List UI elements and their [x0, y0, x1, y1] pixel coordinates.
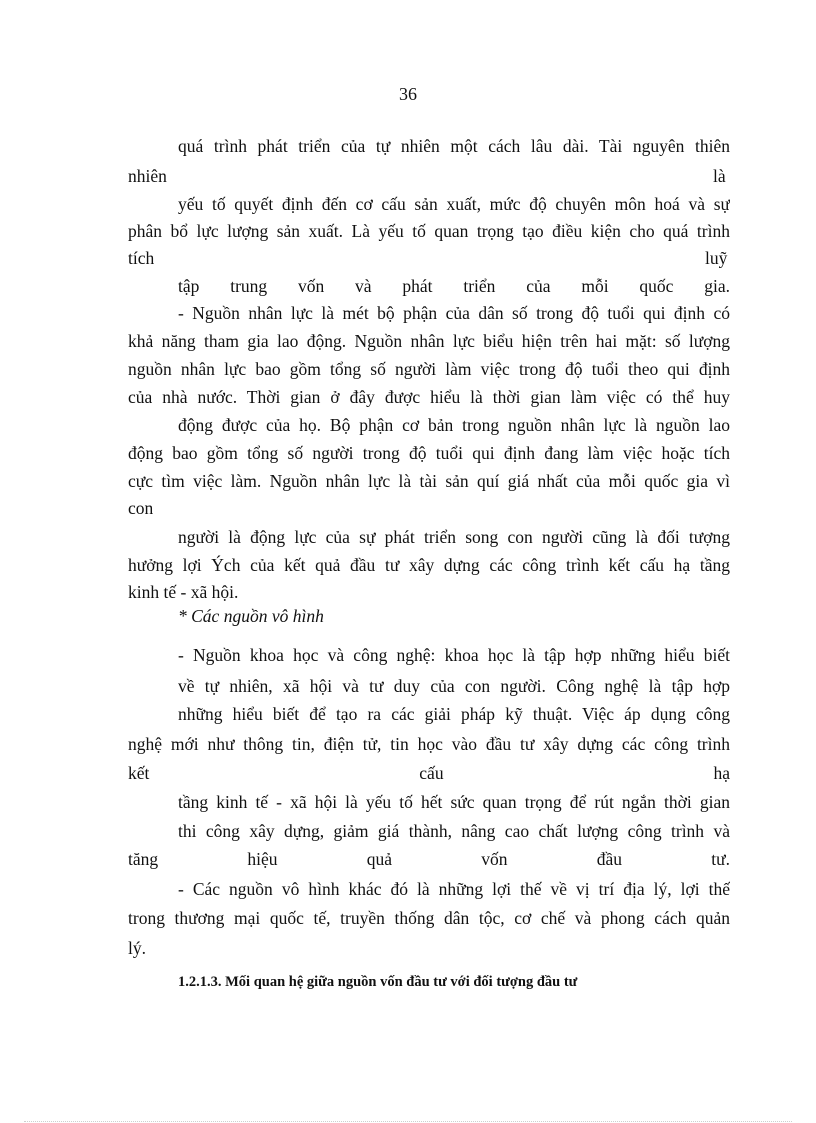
text-line: yếu tố quyết định đến cơ cấu sản xuất, mức độ chuyên môn hoá và sự: [178, 194, 730, 214]
text-line: của nhà nước. Thời gian ở đây được hiểu là thời gian làm việc có thể huy: [128, 387, 730, 407]
text-line: - Nguồn nhân lực là mét bộ phận của dân số trong độ tuổi qui định có: [178, 303, 730, 323]
subheading-intangible-sources: * Các nguồn vô hình: [178, 606, 324, 626]
text-line: về tự nhiên, xã hội và tư duy của con người. Công nghệ là tập hợp: [178, 676, 730, 696]
text-line: nguồn nhân lực bao gồm tổng số người làm việc trong độ tuổi theo qui định: [128, 359, 730, 379]
text-line: trong thương mại quốc tế, truyền thống dân tộc, cơ chế và phong cách quản: [128, 908, 730, 928]
text-line: động được của họ. Bộ phận cơ bản trong nguồn nhân lực là nguồn lao: [178, 415, 730, 435]
text-line: kết cấu hạ: [128, 763, 730, 783]
page-number: 36: [399, 84, 417, 104]
text-line: kinh tế - xã hội.: [128, 582, 239, 602]
text-line: phân bổ lực lượng sản xuất. Là yếu tố quan trọng tạo điều kiện cho quá trình: [128, 221, 730, 241]
text-line: nhiên: [128, 166, 167, 186]
text-line: - Nguồn khoa học và công nghệ: khoa học là tập hợp những hiểu biết: [178, 645, 730, 665]
text-line: người là động lực của sự phát triển song con người cũng là đối tượng: [178, 527, 730, 547]
text-line: những hiểu biết để tạo ra các giải pháp kỹ thuật. Việc áp dụng công: [178, 704, 730, 724]
text-line: tầng kinh tế - xã hội là yếu tố hết sức quan trọng để rút ngắn thời gian: [178, 792, 730, 812]
text-line: động bao gồm tổng số người trong độ tuổi qui định đang làm việc hoặc tích: [128, 443, 730, 463]
text-line: cực tìm việc làm. Nguồn nhân lực là tài sản quí giá nhất của mỗi quốc gia vì: [128, 471, 730, 491]
section-heading: 1.2.1.3. Mối quan hệ giữa nguồn vốn đầu tư với đối tượng đầu tư: [178, 974, 578, 990]
text-line: quá trình phát triển của tự nhiên một cách lâu dài. Tài nguyên thiên: [178, 136, 730, 156]
text-line: tích: [128, 248, 155, 268]
text-line: - Các nguồn vô hình khác đó là những lợi thế về vị trí địa lý, lợi thế: [178, 879, 730, 899]
text-line: hưởng lợi Ých của kết quả đầu tư xây dựng các công trình kết cấu hạ tầng: [128, 555, 730, 575]
text-line: khả năng tham gia lao động. Nguồn nhân lực biểu hiện trên hai mặt: số lượng: [128, 331, 730, 351]
text-line: lý.: [128, 938, 146, 958]
text-line: tăng hiệu quả vốn đầu tư.: [128, 849, 730, 869]
page-bottom-rule: [24, 1121, 792, 1122]
text-line: luỹ: [705, 248, 728, 268]
text-line: là: [713, 166, 726, 186]
text-line: tập trung vốn và phát triển của mỗi quốc gia.: [178, 276, 730, 296]
text-line: nghệ mới như thông tin, điện tử, tin học vào đầu tư xây dựng các công trình: [128, 734, 730, 754]
text-line: con: [128, 498, 154, 518]
text-line: thi công xây dựng, giảm giá thành, nâng cao chất lượng công trình và: [178, 821, 730, 841]
